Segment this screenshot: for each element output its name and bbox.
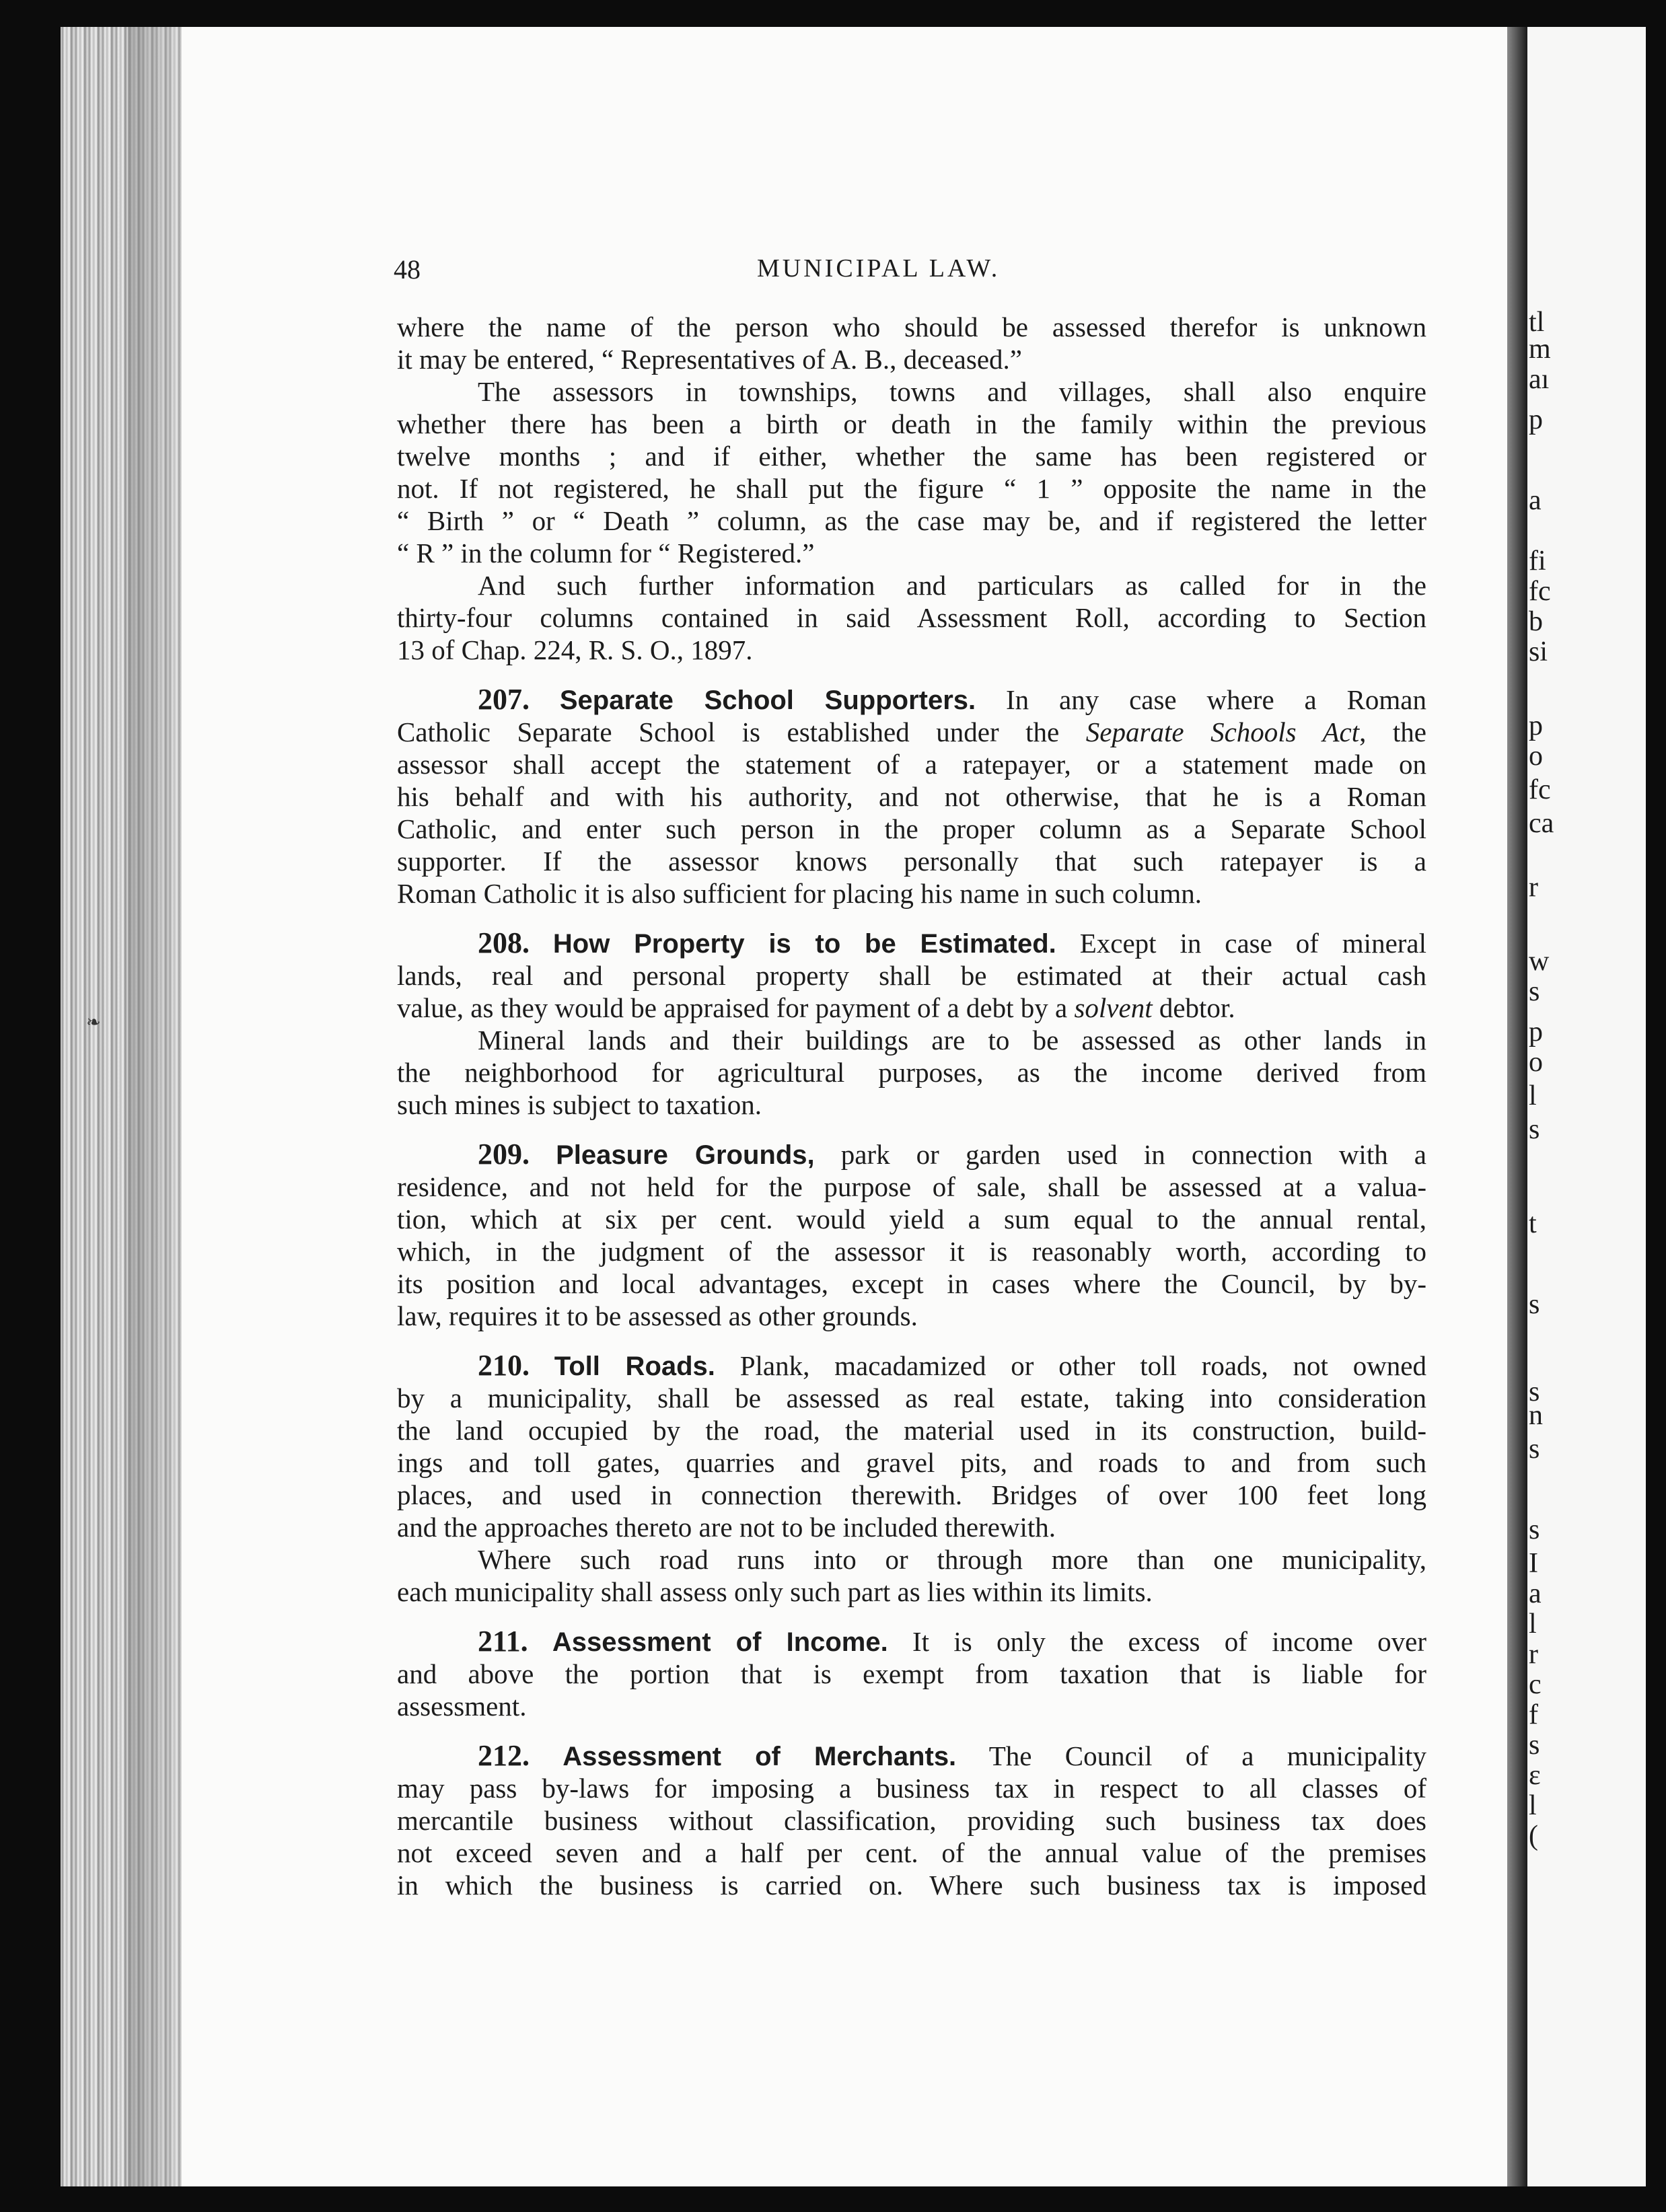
text-line: by a municipality, shall be assessed as real estate, taking into consideration	[397, 1382, 1426, 1413]
facing-page-fragment: fi	[1529, 546, 1546, 577]
text-line: Where such road runs into or through more than one municipality,	[478, 1544, 1426, 1575]
facing-page-fragment: ɛ	[1529, 1760, 1541, 1791]
text-run: The Council of a municipality	[988, 1740, 1426, 1771]
text-line	[397, 992, 1426, 1024]
facing-page-fragment: s	[1529, 1434, 1540, 1465]
facing-page-fragment: c	[1529, 1669, 1542, 1700]
body-text	[397, 311, 1426, 1901]
facing-page-fragment: r	[1529, 872, 1538, 903]
section-207-first-line	[397, 684, 1426, 716]
section-number: 210.	[478, 1349, 530, 1382]
text-line: and the approaches thereto are not to be included therewith.	[397, 1512, 1056, 1543]
text-line: mercantile business without classification, providing such business tax does	[397, 1805, 1426, 1836]
text-line: where the name of the person who should be assessed therefor is unknown	[397, 311, 1426, 342]
text-line: Catholic, and enter such person in the proper column as a Separate School	[397, 813, 1426, 844]
text-line: law, requires it to be assessed as other grounds.	[397, 1300, 918, 1331]
section-209-first-line	[397, 1138, 1426, 1171]
section-211-first-line	[397, 1625, 1426, 1658]
facing-page-fragment: o	[1529, 741, 1543, 772]
section-heading: Toll Roads.	[554, 1352, 715, 1381]
facing-page-fragment: a	[1529, 485, 1542, 516]
facing-page-fragment: p	[1529, 1017, 1543, 1047]
section-208-first-line	[397, 927, 1426, 959]
facing-page-fragment: b	[1529, 606, 1543, 637]
section-heading: Assessment of Merchants.	[563, 1742, 957, 1771]
page-edges-shadow	[128, 27, 182, 2186]
facing-page-fragment: fc	[1529, 576, 1551, 607]
section-number: 212.	[478, 1739, 530, 1772]
text-line: each municipality shall assess only such part as lies within its limits.	[397, 1576, 1153, 1607]
page-number: 48	[394, 254, 421, 285]
facing-page-fragment: o	[1529, 1047, 1543, 1078]
facing-page-fragment: l	[1529, 1609, 1537, 1639]
facing-page-fragment: tl	[1529, 307, 1545, 338]
section-210-first-line	[397, 1350, 1426, 1382]
section-heading: How Property is to be Estimated.	[552, 929, 1056, 959]
facing-page-fragment: a	[1529, 1578, 1542, 1609]
page-title: MUNICIPAL LAW.	[757, 254, 1001, 283]
facing-page-fragment: s	[1529, 1376, 1540, 1407]
facing-page-fragment: aı	[1529, 364, 1550, 395]
text-line: lands, real and personal property shall be estimated at their actual cash	[397, 960, 1426, 991]
text-line: such mines is subject to taxation.	[397, 1089, 762, 1120]
text-line: not exceed seven and a half per cent. of the annual value of the premises	[397, 1837, 1426, 1868]
section-number: 207.	[478, 683, 530, 716]
facing-page-fragment: m	[1529, 334, 1551, 365]
italic-word: solvent	[1074, 992, 1153, 1023]
text-line: “ R ” in the column for “ Registered.”	[397, 538, 815, 568]
text-line: in which the business is carried on. Where such business tax is imposed	[397, 1870, 1426, 1901]
italic-act-title: Separate Schools Act	[1085, 716, 1360, 747]
facing-page-fragment: si	[1529, 636, 1548, 667]
text-line: “ Birth ” or “ Death ” column, as the case may be, and if registered the letter	[397, 505, 1426, 536]
text-line: residence, and not held for the purpose of sale, shall be assessed at a valua-	[397, 1171, 1426, 1202]
text-line: supporter. If the assessor knows personally that such ratepayer is a	[397, 846, 1426, 877]
text-line: places, and used in connection therewith. Bridges of over 100 feet long	[397, 1479, 1426, 1510]
text-line: the land occupied by the road, the material used in its construction, build-	[397, 1415, 1426, 1446]
text-line: tion, which at six per cent. would yield a sum equal to the annual rental,	[397, 1204, 1426, 1234]
facing-page	[1527, 27, 1646, 2186]
edge-mark-glyph: ❧	[86, 1012, 101, 1032]
facing-page-fragment: n	[1529, 1400, 1543, 1431]
text-line: the neighborhood for agricultural purposes, as the income derived from	[397, 1057, 1426, 1088]
text-run: value, as they would be appraised for payment of a debt by a	[397, 992, 1075, 1023]
section-heading: Pleasure Grounds,	[556, 1140, 815, 1170]
text-run: Plank, macadamized or other toll roads, not owned	[739, 1350, 1426, 1381]
text-line: assessment.	[397, 1691, 527, 1722]
facing-page-fragment: s	[1529, 1289, 1540, 1320]
text-run: Catholic Separate School is established under the	[397, 716, 1086, 747]
text-line: may pass by-laws for imposing a business tax in respect to all classes of	[397, 1773, 1426, 1804]
text-run: debtor.	[1152, 992, 1235, 1023]
text-line: The assessors in townships, towns and villages, shall also enquire	[478, 376, 1426, 407]
section-212-first-line	[397, 1740, 1426, 1772]
text-line: Roman Catholic it is also sufficient for placing his name in such column.	[397, 878, 1202, 909]
text-line: which, in the judgment of the assessor it is reasonably worth, according to	[397, 1236, 1426, 1267]
text-line: twelve months ; and if either, whether the same has been registered or	[397, 441, 1426, 472]
text-line	[397, 716, 1426, 748]
facing-page-fragment: f	[1529, 1699, 1538, 1730]
facing-page-fragment: r	[1529, 1639, 1538, 1670]
facing-page-fragment: (	[1529, 1820, 1538, 1851]
text-run: , the	[1359, 716, 1426, 747]
facing-page-fragment: l	[1529, 1080, 1537, 1111]
text-line: whether there has been a birth or death in the family within the previous	[397, 408, 1426, 439]
facing-page-fragment: s	[1529, 1730, 1540, 1761]
text-line: not. If not registered, he shall put the figure “ 1 ” opposite the name in the	[397, 473, 1426, 504]
section-heading: Assessment of Income.	[552, 1627, 888, 1657]
text-run: park or garden used in connection with a	[840, 1139, 1427, 1170]
facing-page-fragment: s	[1529, 1114, 1540, 1145]
book-gutter	[1507, 27, 1527, 2186]
facing-page-fragment: I	[1529, 1548, 1538, 1579]
facing-page-fragment: fc	[1529, 774, 1551, 805]
facing-page-fragment: t	[1529, 1208, 1537, 1239]
text-run: It is only the excess of income over	[912, 1626, 1427, 1657]
section-number: 208.	[478, 926, 530, 959]
facing-page-fragment: l	[1529, 1790, 1537, 1821]
text-line: it may be entered, “ Representatives of A. B., deceased.”	[397, 344, 1022, 375]
facing-page-fragment: w	[1529, 946, 1550, 977]
section-number: 209.	[478, 1138, 530, 1171]
running-head	[394, 254, 1430, 294]
text-line: thirty-four columns contained in said Assessment Roll, according to Section	[397, 602, 1426, 633]
text-line: and above the portion that is exempt from taxation that is liable for	[397, 1658, 1426, 1689]
text-line: And such further information and particulars as called for in the	[478, 570, 1426, 601]
section-heading: Separate School Supporters.	[559, 686, 976, 715]
facing-page-fragment: s	[1529, 1514, 1540, 1545]
facing-page-fragment: ca	[1529, 808, 1554, 839]
text-line: ings and toll gates, quarries and gravel pits, and roads to and from such	[397, 1447, 1426, 1478]
text-run: In any case where a Roman	[1006, 684, 1427, 715]
text-line: his behalf and with his authority, and not otherwise, that he is a Roman	[397, 781, 1426, 812]
text-line: Mineral lands and their buildings are to be assessed as other lands in	[478, 1025, 1426, 1056]
text-line: 13 of Chap. 224, R. S. O., 1897.	[397, 634, 753, 665]
text-run: Except in case of mineral	[1079, 928, 1427, 959]
text-line: assessor shall accept the statement of a ratepayer, or a statement made on	[397, 749, 1426, 780]
text-line: its position and local advantages, except in cases where the Council, by by-	[397, 1268, 1426, 1299]
facing-page-fragment: p	[1529, 710, 1543, 741]
section-number: 211.	[478, 1625, 528, 1658]
facing-page-fragment: s	[1529, 976, 1540, 1007]
facing-page-fragment: p	[1529, 404, 1543, 435]
